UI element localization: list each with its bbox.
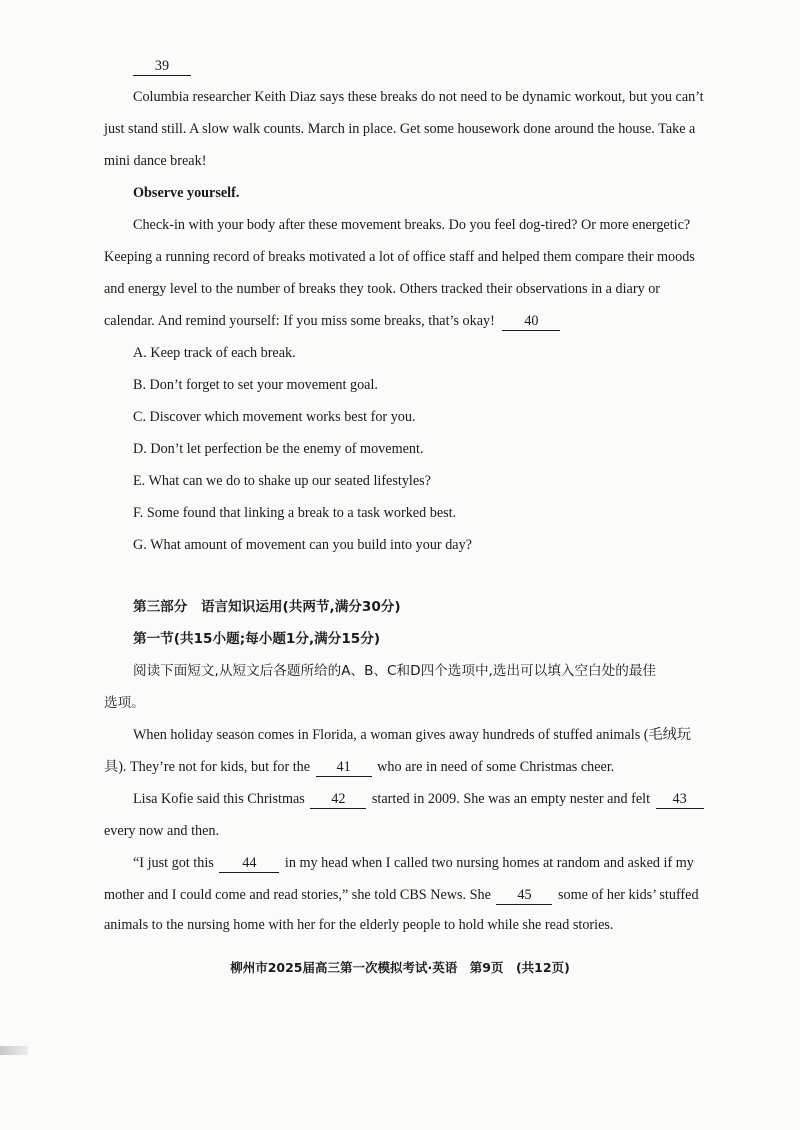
scan-smudge <box>0 1046 28 1055</box>
instruction-line-1: 阅读下面短文,从短文后各题所给的A、B、C和D四个选项中,选出可以填入空白处的最佳 <box>133 663 657 679</box>
section-one-title: 第一节(共15小题;每小题1分,满分15分) <box>133 631 381 647</box>
part-three-title: 第三部分 语言知识运用(共两节,满分30分) <box>133 599 401 615</box>
cloze-line-1: When holiday season comes in Florida, a woman gives away hundreds of stuffed animals (毛绒玩 <box>133 727 692 743</box>
paragraph-39-line-2: just stand still. A slow walk counts. March in place. Get some housework done around the house. Take a <box>104 121 696 137</box>
option-e: E. What can we do to shake up our seated lifestyles? <box>133 473 431 489</box>
paragraph-40-text: calendar. And remind yourself: If you miss some breaks, that’s okay! <box>104 313 495 329</box>
blank-45: 45 <box>496 887 552 905</box>
cloze-line-2-text-b: who are in need of some Christmas cheer. <box>377 759 615 775</box>
paragraph-39-line-1: Columbia researcher Keith Diaz says these breaks do not need to be dynamic workout, but you can’t <box>133 89 704 105</box>
paragraph-40-line-2: Keeping a running record of breaks motivated a lot of office staff and helped them compare their moods <box>104 249 695 265</box>
page-footer: 柳州市2025届高三第一次模拟考试·英语 第9页 (共12页) <box>230 960 570 975</box>
blank-41: 41 <box>316 759 372 777</box>
blank-44: 44 <box>219 855 279 873</box>
option-a: A. Keep track of each break. <box>133 345 296 361</box>
cloze-line-3-text-a: Lisa Kofie said this Christmas <box>133 791 305 807</box>
cloze-line-2-text-a: 具). They’re not for kids, but for the <box>104 759 311 775</box>
cloze-line-5 <box>133 853 694 873</box>
cloze-line-3 <box>133 789 704 809</box>
option-g: G. What amount of movement can you build into your day? <box>133 537 472 553</box>
cloze-line-3-text-b: started in 2009. She was an empty nester and felt <box>371 791 651 807</box>
cloze-line-4: every now and then. <box>104 823 220 839</box>
section-heading: Observe yourself. <box>133 185 240 201</box>
option-b: B. Don’t forget to set your movement goal. <box>133 377 378 393</box>
cloze-line-5-text-b: in my head when I called two nursing homes at random and asked if my <box>284 855 694 871</box>
blank-42: 42 <box>310 791 366 809</box>
blank-43: 43 <box>656 791 704 809</box>
blank-39-line <box>133 56 191 76</box>
cloze-line-5-text-a: “I just got this <box>133 855 214 871</box>
paragraph-39-line-3: mini dance break! <box>104 153 207 169</box>
option-d: D. Don’t let perfection be the enemy of movement. <box>133 441 424 457</box>
paragraph-40-line-3: and energy level to the number of breaks they took. Others tracked their observations in a diary or <box>104 281 661 297</box>
cloze-line-6-text-a: mother and I could come and read stories,” she told CBS News. She <box>104 887 491 903</box>
cloze-line-7: animals to the nursing home with her for the elderly people to hold while she read stories. <box>104 917 614 933</box>
cloze-line-6 <box>104 885 699 905</box>
cloze-line-2 <box>104 757 614 777</box>
paragraph-40-line-1: Check-in with your body after these movement breaks. Do you feel dog-tired? Or more energetic? <box>133 217 691 233</box>
blank-40: 40 <box>502 313 560 331</box>
blank-39: 39 <box>133 58 191 76</box>
cloze-line-6-text-b: some of her kids’ stuffed <box>558 887 699 903</box>
instruction-line-2: 选项。 <box>104 695 145 711</box>
option-c: C. Discover which movement works best for you. <box>133 409 416 425</box>
paragraph-40-line-4 <box>104 311 560 331</box>
option-f: F. Some found that linking a break to a task worked best. <box>133 505 457 521</box>
